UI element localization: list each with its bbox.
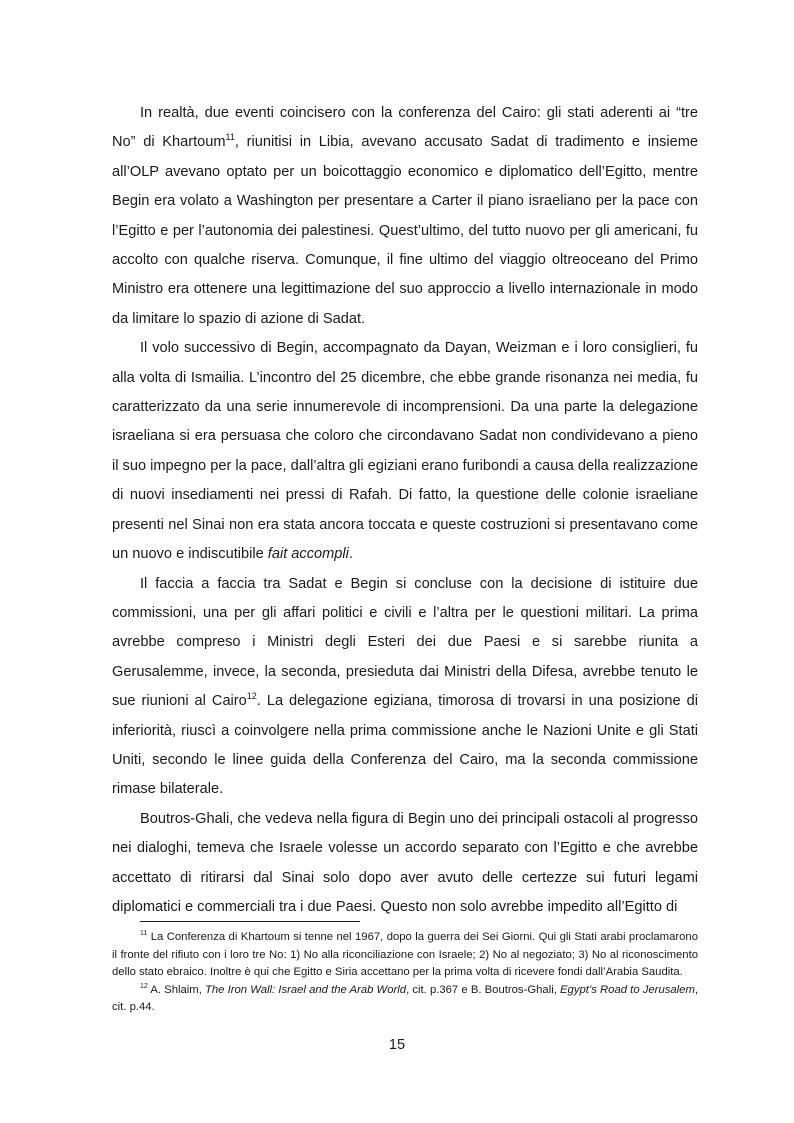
text-run: . La delegazione egiziana, timorosa di trovarsi in una posizione di inferiorità, riuscì a coinvolgere nella prima commissione anche le Nazioni Unite e gli Stati Uniti, secondo le linee guida della Conferenza del Cairo, ma la seconda commissione rimase bilaterale.: [112, 693, 698, 798]
body-text: [112, 99, 698, 922]
footnote-separator: [140, 921, 360, 922]
text-run: , cit. p.367 e B. Boutros-Ghali,: [406, 983, 561, 996]
text-run: .: [348, 546, 353, 563]
paragraph: [112, 99, 698, 334]
paragraph: [112, 334, 698, 569]
page-number: 15: [388, 1037, 406, 1053]
footnotes-section: [112, 921, 698, 1017]
footnote-ref: 12: [246, 691, 257, 702]
text-run: La Conferenza di Khartoum si tenne nel 1967, dopo la guerra dei Sei Giorni. Qui gli Stati arabi proclamarono il fronte del rifiuto con i loro tre No: 1) No alla riconciliazione con Israele; 2) No al negoziato; 3) No al riconoscimento dello stato ebraico. Inoltre è qui che Egitto e Siria accettano per la prima volta di ricevere fondi dall’Arabia Saudita.: [112, 931, 698, 979]
footnote: [112, 929, 698, 982]
text-run: , riunitisi in Libia, avevano accusato Sadat di tradimento e insieme all’OLP avevano optato per un boicottaggio economico e diplomatico dell’Egitto, mentre Begin era volato a Washington per presentare a Carter il piano israeliano per la pace con l’Egitto e per l’autonomia dei palestinesi. Quest’ultimo, del tutto nuovo per gli americani, fu accolto con qualche riserva. Comunque, il fine ultimo del viaggio oltreoceano del Primo Ministro era ottenere una legittimazione del suo approccio a livello internazionale in modo da limitare lo spazio di azione di Sadat.: [112, 134, 698, 327]
text-run: Boutros-Ghali, che vedeva nella figura di Begin uno dei principali ostacoli al progresso nei dialoghi, temeva che Israele volesse un accordo separato con l’Egitto e che avrebbe accettato di ritirarsi dal Sinai solo dopo aver avuto delle certezze sui futuri legami diplomatici e commerciali tra i due Paesi. Questo non solo avrebbe impedito all’Egitto di: [112, 810, 698, 915]
text-run: A. Shlaim,: [147, 983, 205, 996]
text-run: Il volo successivo di Begin, accompagnato da Dayan, Weizman e i loro consiglieri, fu alla volta di Ismailia. L’incontro del 25 dicembre, che ebbe grande risonanza nei media, fu caratterizzato da una serie innumerevole di incomprensioni. Da una parte la delegazione israeliana si era persuasa che coloro che circondavano Sadat non condividevano a pieno il suo impegno per la pace, dall’altra gli egiziani erano furibondi a causa della realizzazione di nuovi insediamenti nei pressi di Rafah. Di fatto, la questione delle colonie israeliane presenti nel Sinai non era stata ancora toccata e queste costruzioni si presentavano come un nuovo e indiscutibile: [112, 340, 698, 563]
footnote: [112, 982, 698, 1017]
paragraph: [112, 805, 698, 923]
text-run: Il faccia a faccia tra Sadat e Begin si concluse con la decisione di istituire due commissioni, una per gli affari politici e civili e l’altra per le questioni militari. La prima avrebbe compreso i Ministri degli Esteri dei due Paesi e si sarebbe riunita a Gerusalemme, invece, la seconda, presieduta dai Ministri della Difesa, avrebbe tenuto le sue riunioni al Cairo: [112, 575, 698, 710]
footnote-ref: 11: [140, 930, 148, 938]
italic-text: The Iron Wall: Israel and the Arab World: [205, 983, 407, 996]
italic-text: Egypt’s Road to Jerusalem: [560, 983, 695, 996]
footnote-ref: 12: [140, 983, 148, 991]
footnote-ref: 11: [225, 132, 235, 143]
italic-text: fait accompli: [267, 546, 349, 563]
text-run: In realtà, due eventi coincisero con la conferenza del Cairo: gli stati aderenti ai “tre No” di Khartoum: [112, 105, 698, 151]
paragraph: [112, 570, 698, 805]
text-run: , cit. p.44.: [112, 983, 699, 1014]
